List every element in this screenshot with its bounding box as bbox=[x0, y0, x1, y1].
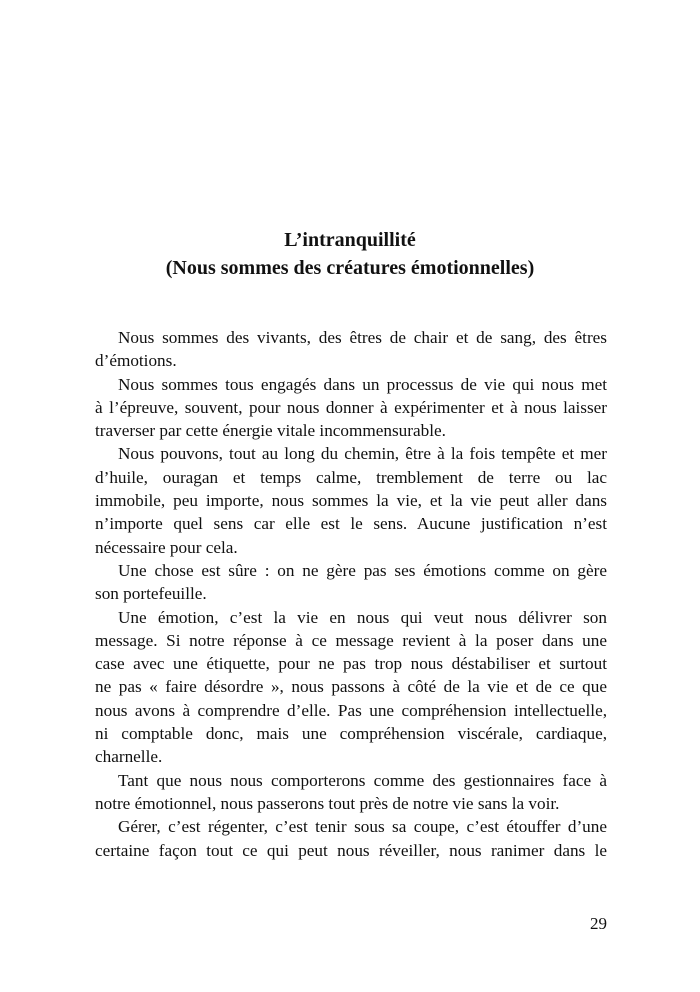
text-line: message. Si notre réponse à ce message revient à la poser dans une bbox=[95, 630, 607, 650]
text-line: Nous sommes des vivants, des êtres de chair et de sang, des êtres bbox=[118, 328, 607, 347]
text-line: certaine façon tout ce qui peut nous réveiller, nous ranimer dans le bbox=[95, 840, 607, 860]
chapter-title bbox=[0, 226, 700, 282]
text-line: Nous sommes tous engagés dans un processus de vie qui nous met bbox=[118, 374, 607, 394]
paragraph bbox=[95, 373, 607, 443]
text-line: Gérer, c’est régenter, c’est tenir sous sa coupe, c’est étouffer d’une bbox=[118, 817, 607, 837]
text-line: immobile, peu importe, nous sommes la vie, et la vie peut aller dans bbox=[95, 491, 607, 511]
text-line: Une émotion, c’est la vie en nous qui veut nous délivrer son bbox=[118, 607, 607, 627]
text-line: case avec une étiquette, pour ne pas trop nous déstabiliser et surtout bbox=[95, 654, 607, 674]
paragraph bbox=[95, 326, 607, 373]
text-line: nécessaire pour cela. bbox=[95, 537, 238, 557]
text-line: notre émotionnel, nous passerons tout près de notre vie sans la voir. bbox=[95, 793, 560, 813]
text-line: ni comptable donc, mais une compréhension viscérale, cardiaque, bbox=[95, 724, 607, 744]
page-number: 29 bbox=[590, 914, 607, 933]
paragraph bbox=[95, 559, 607, 606]
text-line: traverser par cette énergie vitale incommensurable. bbox=[95, 421, 446, 441]
text-line: à l’épreuve, souvent, pour nous donner à expérimenter et à nous laisser bbox=[95, 397, 607, 417]
text-line: son portefeuille. bbox=[95, 584, 207, 604]
paragraph bbox=[95, 606, 607, 769]
text-line: nous avons à comprendre d’elle. Pas une compréhension intellectuelle, bbox=[95, 700, 607, 720]
chapter-title-main: L’intranquillité bbox=[284, 229, 416, 251]
text-line: ne pas « faire désordre », nous passons à côté de la vie et de ce que bbox=[95, 677, 607, 697]
paragraph bbox=[95, 769, 607, 816]
text-line: Une chose est sûre : on ne gère pas ses émotions comme on gère bbox=[118, 560, 607, 580]
text-line: Nous pouvons, tout au long du chemin, être à la fois tempête et mer bbox=[118, 444, 607, 464]
paragraph bbox=[95, 442, 607, 558]
text-line: d’émotions. bbox=[95, 351, 177, 371]
text-line: Tant que nous nous comporterons comme des gestionnaires face à bbox=[118, 770, 607, 790]
text-line: d’huile, ouragan et temps calme, tremblement de terre ou lac bbox=[95, 467, 607, 487]
paragraph bbox=[95, 815, 607, 862]
text-line: n’importe quel sens car elle est le sens. Aucune justification n’est bbox=[95, 514, 607, 534]
text-line: charnelle. bbox=[95, 747, 163, 767]
body-text bbox=[95, 326, 607, 862]
chapter-subtitle: (Nous sommes des créatures émotionnelles) bbox=[165, 257, 535, 279]
